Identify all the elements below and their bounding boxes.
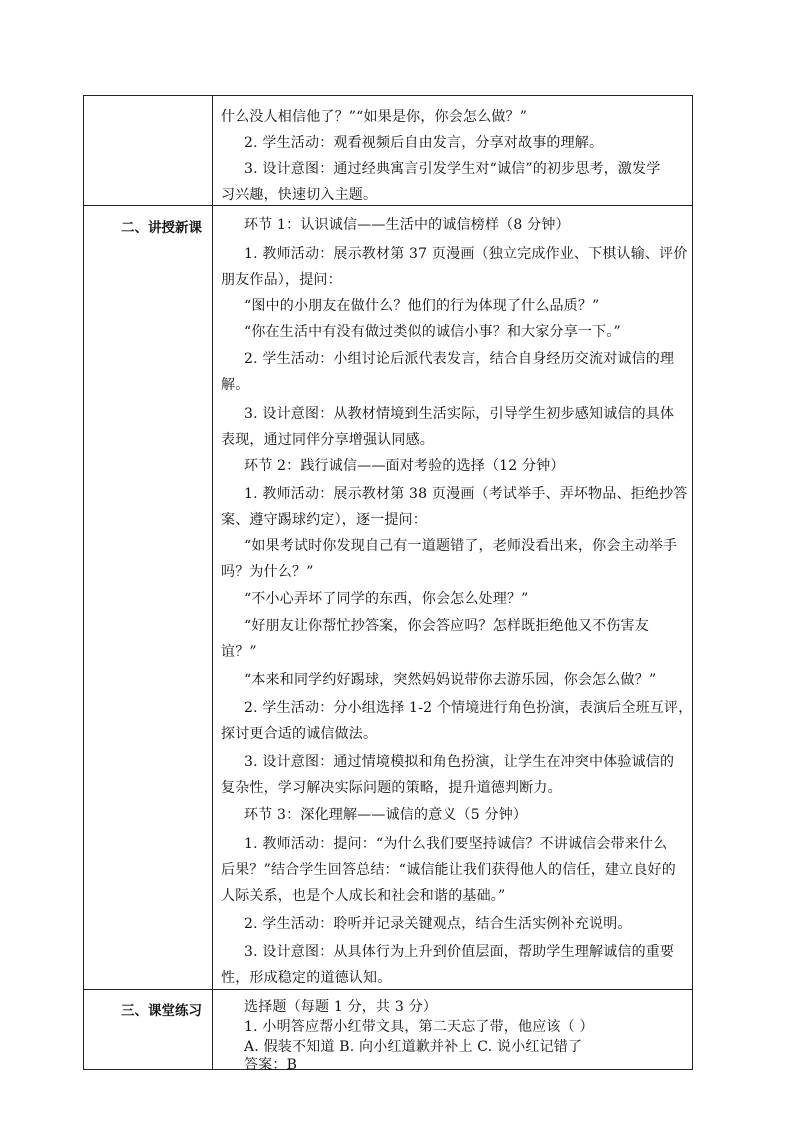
text-line: 3. 设计意图：通过经典寓言引发学生对“诚信”的初步思考，激发学 [244,161,661,177]
text-line: “不小心弄坏了同学的东西，你会怎么处理？” [244,591,529,607]
text-line: 答案：B [244,1057,298,1073]
text-line: 2. 学生活动：观看视频后自由发言，分享对故事的理解。 [244,135,604,151]
section-label-lecture: 二、讲授新课 [121,220,202,236]
text-line: 后果？”结合学生回答总结：“诚信能让我们获得他人的信任，建立良好的 [221,862,676,878]
text-line: 2. 学生活动：小组讨论后派代表发言，结合自身经历交流对诚信的理 [244,351,675,367]
text-line: 复杂性，学习解决实际问题的策略，提升道德判断力。 [221,780,562,796]
text-line: A. 假装不知道 B. 向小红道歉并补上 C. 说小红记错了 [244,1039,583,1055]
text-line: 3. 设计意图：从具体行为上升到价值层面，帮助学生理解诚信的重要 [244,944,675,960]
text-line: 谊？” [221,644,257,660]
text-line: “如果考试时你发现自己有一道题错了，老师没看出来，你会主动举手 [244,538,678,554]
text-line: 性，形成稳定的道德认知。 [221,970,392,986]
text-line: 环节 3：深化理解——诚信的意义（5 分钟） [244,807,528,823]
text-line: 3. 设计意图：从教材情境到生活实际，引导学生初步感知诚信的具体 [244,406,675,422]
text-line: 2. 学生活动：分小组选择 1-2 个情境进行角色扮演，表演后全班互评， [244,700,693,716]
text-line: 习兴趣，快速切入主题。 [221,187,378,203]
text-line: 朋友作品），提问： [221,272,342,288]
text-line: 3. 设计意图：通过情境模拟和角色扮演，让学生在冲突中体验诚信的 [244,754,675,770]
lesson-plan-table [83,95,693,1073]
column-divider [212,96,213,1069]
text-line: 1. 教师活动：展示教材第 37 页漫画（独立完成作业、下棋认输、评价 [244,246,688,262]
text-line: 探讨更合适的诚信做法。 [221,726,378,742]
text-line: 案、遵守踢球约定），逐一提问： [221,512,427,528]
text-line: “本来和同学约好踢球，突然妈妈说带你去游乐园，你会怎么做？” [244,672,657,688]
text-line: 2. 学生活动：聆听并记录关键观点，结合生活实例补充说明。 [244,916,632,932]
text-line: 吗？为什么？” [221,564,314,580]
text-line: 环节 1：认识诚信——生活中的诚信榜样（8 分钟） [244,217,570,233]
text-line: 1. 小明答应帮小红带文具，第二天忘了带，他应该（ ） [244,1019,594,1035]
text-line: “你在生活中有没有做过类似的诚信小事？和大家分享一下。” [244,324,621,340]
text-line: 1. 教师活动：展示教材第 38 页漫画（考试举手、弄坏物品、拒绝抄答 [244,486,688,502]
text-line: “好朋友让你帮忙抄答案，你会答应吗？怎样既拒绝他又不伤害友 [244,618,649,634]
text-line: 表现，通过同伴分享增强认同感。 [221,432,434,448]
text-line: 环节 2：践行诚信——面对考验的选择（12 分钟） [244,458,565,474]
section-label-practice: 三、课堂练习 [121,1003,202,1019]
text-line: 1. 教师活动：提问：“为什么我们要坚持诚信？不讲诚信会带来什么 [244,836,668,852]
text-line: 解。 [221,377,250,393]
text-line: “图中的小朋友在做什么？他们的行为体现了什么品质？” [244,298,600,314]
text-line: 人际关系，也是个人成长和社会和谐的基础。” [221,888,506,904]
row-divider [84,205,692,206]
text-line: 选择题（每题 1 分，共 3 分） [244,999,438,1015]
text-line: 什么没人相信他了？”“如果是你，你会怎么做？” [221,109,528,125]
row-divider [84,989,692,990]
